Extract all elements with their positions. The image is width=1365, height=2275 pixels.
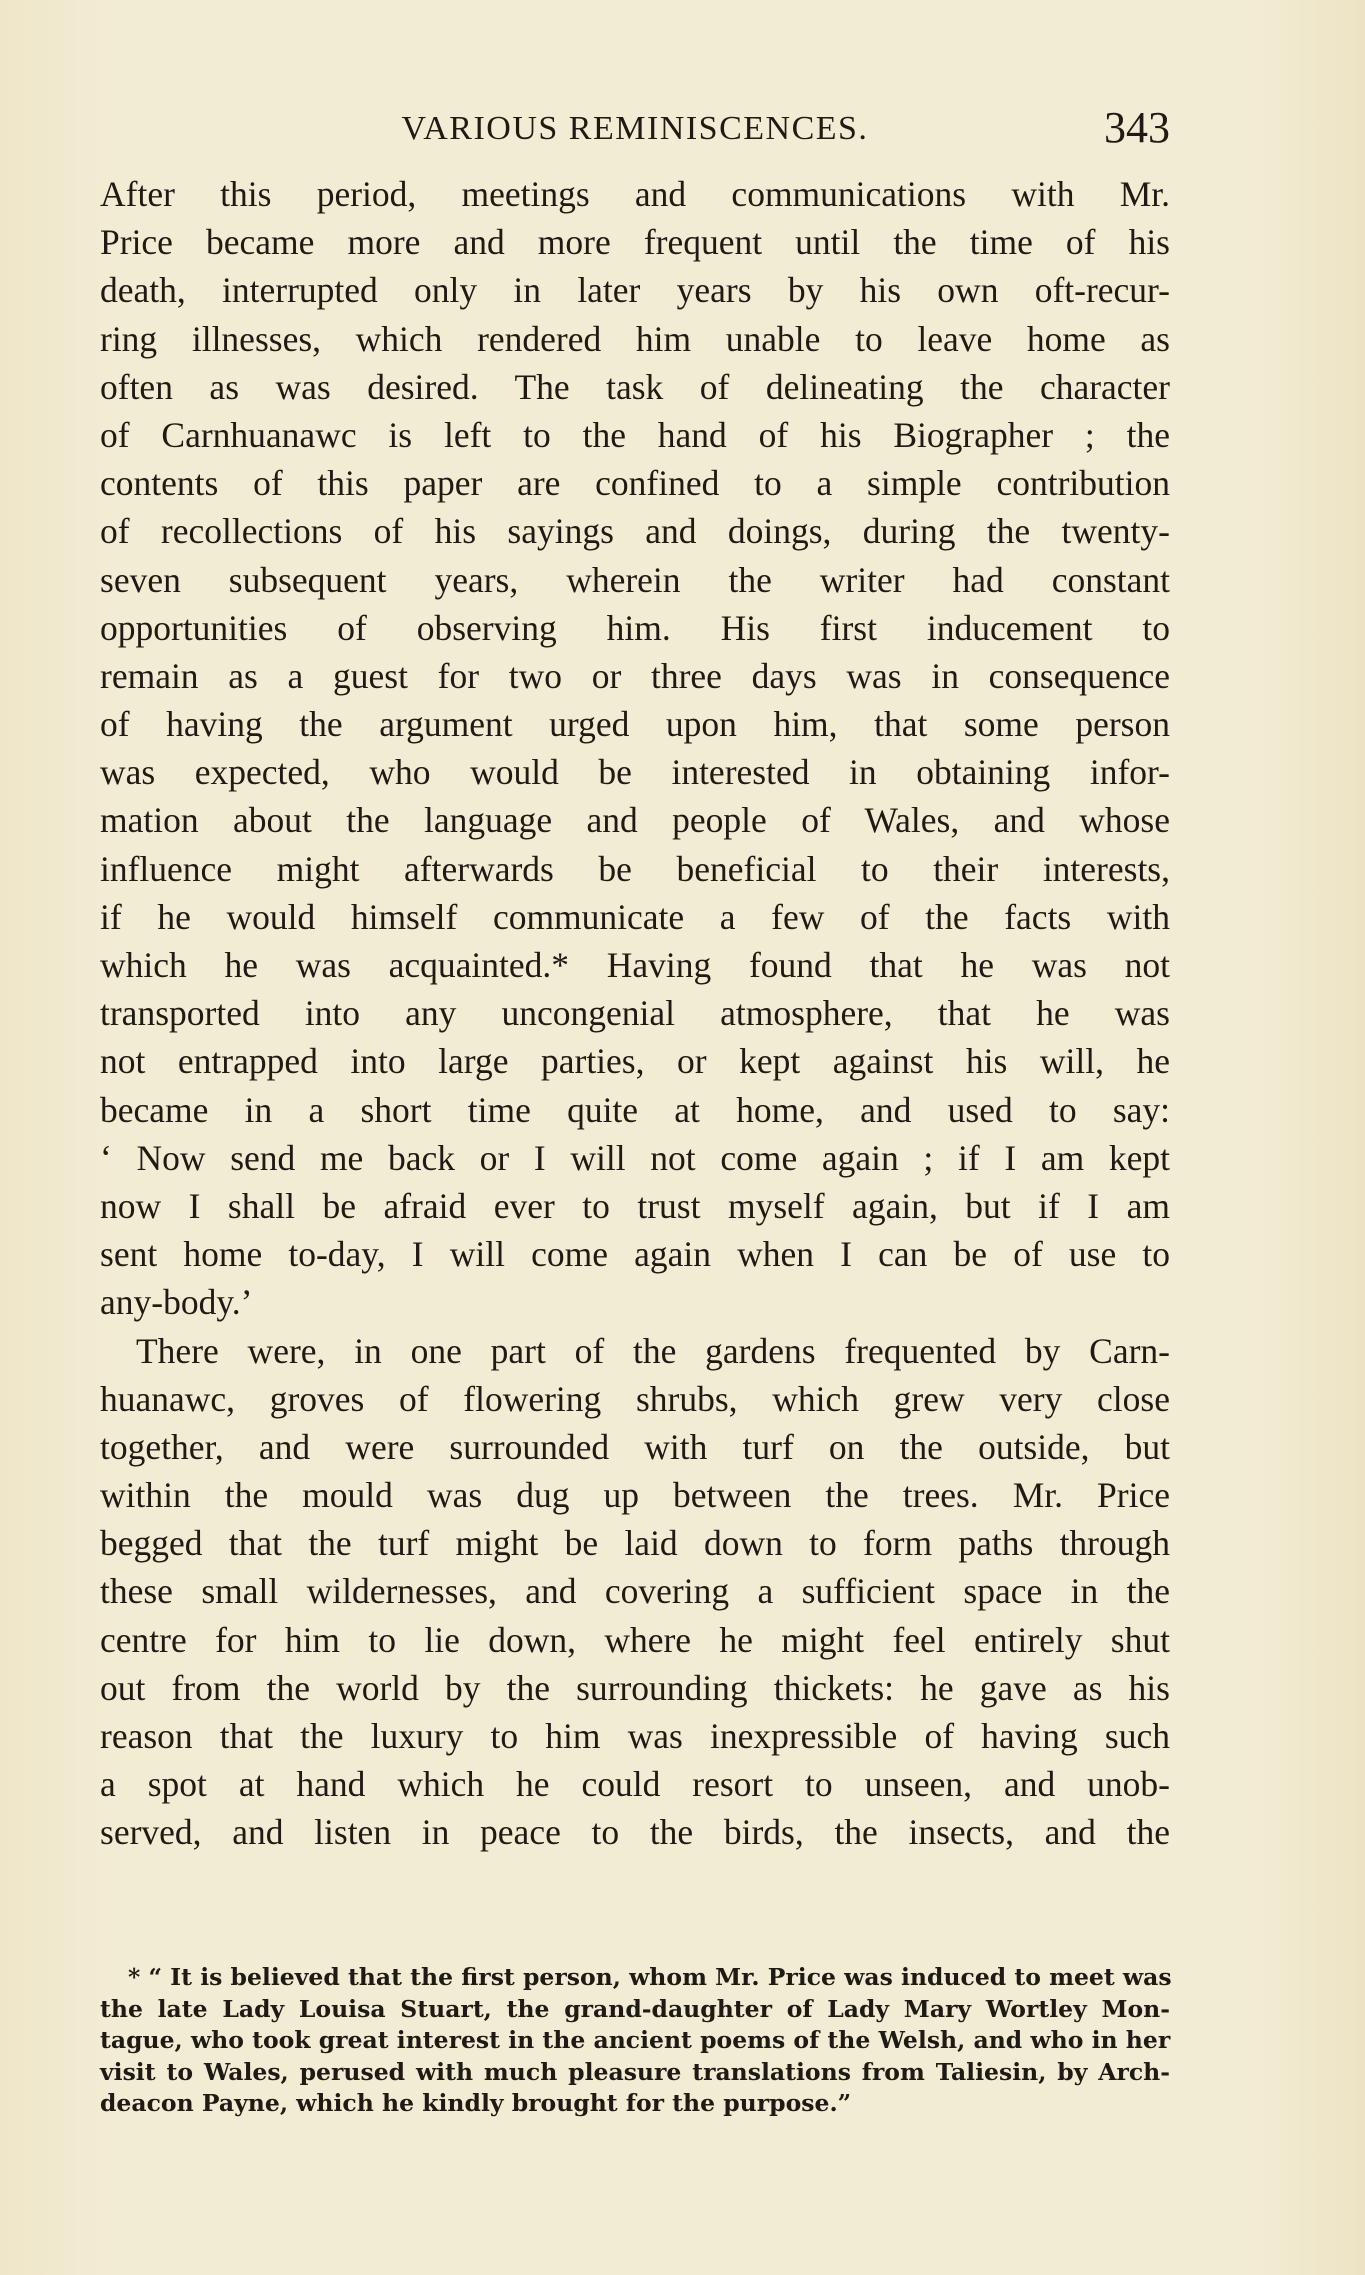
text-line: of recollections of his sayings and doings, during the twenty-	[100, 511, 1170, 552]
text-line: centre for him to lie down, where he might feel entirely shut	[100, 1619, 1170, 1660]
text-line: ring illnesses, which rendered him unable to leave home as	[100, 318, 1170, 359]
text-line: of Carnhuanawc is left to the hand of his Biographer ; the	[100, 414, 1170, 455]
running-header	[100, 100, 1170, 160]
footnote	[100, 1962, 1170, 2120]
text-line: mation about the language and people of Wales, and whose	[100, 800, 1170, 841]
text-line: death, interrupted only in later years by his own oft-recur-	[100, 270, 1170, 311]
text-line: reason that the luxury to him was inexpressible of having such	[100, 1716, 1170, 1756]
text-line: huanawc, groves of flowering shrubs, which grew very close	[100, 1378, 1170, 1419]
text-line: became in a short time quite at home, and used to say:	[100, 1089, 1170, 1130]
text-line: opportunities of observing him. His first inducement to	[100, 607, 1170, 648]
page-number: 343	[1104, 103, 1170, 152]
text-line: within the mould was dug up between the trees. Mr. Price	[100, 1475, 1170, 1516]
text-line: served, and listen in peace to the birds, the insects, and the	[100, 1812, 1170, 1853]
text-line: a spot at hand which he could resort to unseen, and unob-	[100, 1764, 1170, 1805]
text-line: contents of this paper are confined to a simple contribution	[100, 463, 1170, 504]
text-line: was expected, who would be interested in obtaining infor-	[100, 752, 1170, 793]
footnote-line: tague, who took great interest in the ancient poems of the Welsh, and who in her	[100, 2026, 1171, 2054]
text-line: any-body.’	[100, 1282, 253, 1323]
text-line: After this period, meetings and communications with Mr.	[100, 174, 1170, 214]
footnote-line: * “ It is believed that the first person, whom Mr. Price was induced to meet was	[128, 1963, 1172, 1991]
text-line: seven subsequent years, wherein the writer had constant	[100, 559, 1170, 600]
text-line: together, and were surrounded with turf on the outside, but	[100, 1426, 1170, 1467]
paragraph-start-line: There were, in one part of the gardens frequented by Carn-	[136, 1330, 1170, 1371]
text-line: often as was desired. The task of delineating the character	[100, 366, 1170, 407]
text-line: transported into any uncongenial atmosphere, that he was	[100, 993, 1170, 1034]
text-line: remain as a guest for two or three days was in consequence	[100, 655, 1170, 696]
footnote-line: visit to Wales, perused with much pleasure translations from Taliesin, by Arch-	[100, 2057, 1170, 2086]
text-line: influence might afterwards be beneficial to their interests,	[100, 848, 1170, 889]
footnote-line: the late Lady Louisa Stuart, the grand-daughter of Lady Mary Wortley Mon-	[100, 1994, 1170, 2023]
text-line: sent home to-day, I will come again when I can be of use to	[100, 1234, 1170, 1275]
text-line: if he would himself communicate a few of the facts with	[100, 896, 1170, 937]
text-line: which he was acquainted.* Having found that he was not	[100, 945, 1170, 985]
text-line: ‘ Now send me back or I will not come again ; if I am kept	[100, 1137, 1170, 1178]
text-line: not entrapped into large parties, or kept against his will, he	[100, 1041, 1170, 1082]
footnote-line: deacon Payne, which he kindly brought for the purpose.”	[100, 2089, 852, 2117]
text-line: begged that the turf might be laid down to form paths through	[100, 1523, 1170, 1564]
text-line: of having the argument urged upon him, that some person	[100, 704, 1170, 745]
text-line: now I shall be afraid ever to trust myself again, but if I am	[100, 1185, 1170, 1226]
text-line: out from the world by the surrounding thickets: he gave as his	[100, 1667, 1170, 1708]
body-text	[100, 170, 1170, 1857]
text-line: Price became more and more frequent until the time of his	[100, 222, 1170, 263]
running-title: VARIOUS REMINISCENCES.	[401, 110, 869, 147]
text-line: these small wildernesses, and covering a sufficient space in the	[100, 1571, 1170, 1612]
